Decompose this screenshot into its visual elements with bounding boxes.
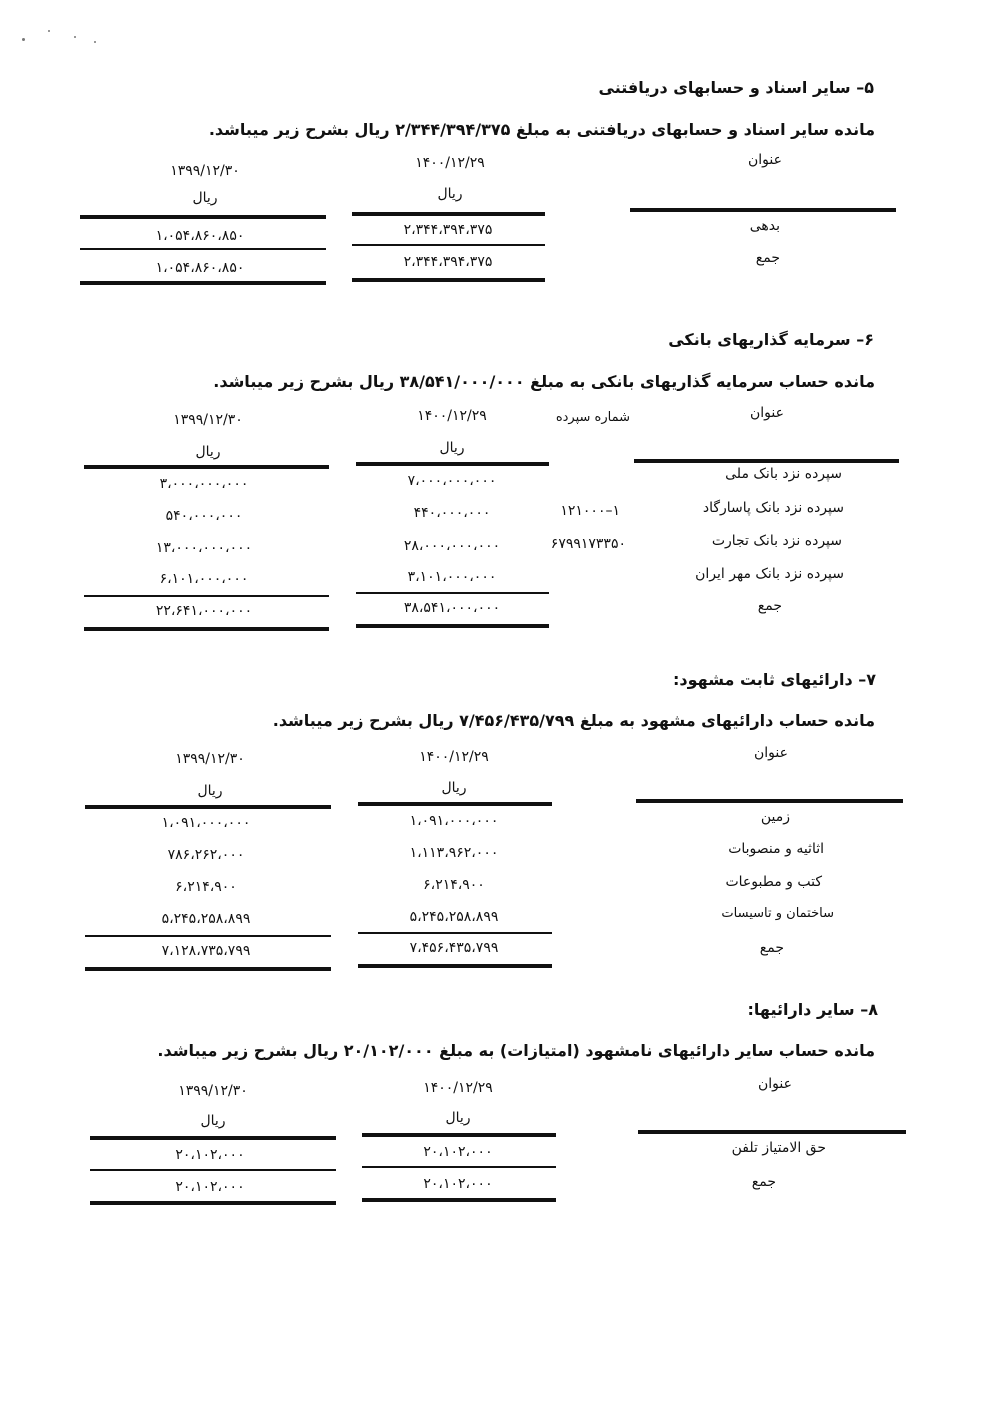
section-7-heading: ۷– دارائیهای ثابت مشهود: <box>673 670 876 689</box>
total-double-rule <box>356 624 549 628</box>
header-rule <box>638 1130 906 1134</box>
section-7-current-year-header: ۱۴۰۰/۱۲/۲۹ <box>419 749 489 765</box>
header-rule <box>90 1136 336 1140</box>
section-5-prior-unit: ریال <box>192 190 218 206</box>
subtotal-rule <box>358 932 552 934</box>
row-prior-value: ۳،۰۰۰،۰۰۰،۰۰۰ <box>159 476 249 492</box>
header-rule <box>362 1133 556 1137</box>
section-7-current-unit: ریال <box>441 780 467 796</box>
section-6-deposit-number-header: شماره سپرده <box>555 410 630 425</box>
section-6-current-year-header: ۱۴۰۰/۱۲/۲۹ <box>417 408 487 424</box>
row-current-value: ۴۴۰،۰۰۰،۰۰۰ <box>413 505 491 521</box>
section-6-prior-unit: ریال <box>195 444 221 460</box>
section-5-current-year-header: ۱۴۰۰/۱۲/۲۹ <box>415 155 485 171</box>
section-8-description: مانده حساب سایر دارائیهای نامشهود (امتیازات) به مبلغ ۲۰/۱۰۲/۰۰۰ ریال بشرح زیر میباشد. <box>157 1041 875 1060</box>
header-rule <box>80 215 326 219</box>
subtotal-rule <box>352 244 545 246</box>
scan-speck <box>48 30 50 32</box>
subtotal-rule <box>356 592 549 594</box>
section-7-prior-unit: ریال <box>197 783 223 799</box>
row-label: بدهی <box>749 218 780 234</box>
total-double-rule <box>90 1201 336 1205</box>
row-current-value: ۶،۲۱۴،۹۰۰ <box>423 877 485 893</box>
section-5-current-unit: ریال <box>437 186 463 202</box>
row-deposit-number: ۶۷۹۹۱۷۳۳۵۰ <box>550 536 626 552</box>
total-label: جمع <box>757 598 782 614</box>
total-double-rule <box>362 1198 556 1202</box>
section-6-current-unit: ریال <box>439 440 465 456</box>
total-double-rule <box>358 964 552 968</box>
section-7-description: مانده حساب دارائیهای مشهود به مبلغ ۷/۴۵۶/۴۳۵/۷۹۹ ریال بشرح زیر میباشد. <box>272 711 875 730</box>
row-label: سپرده نزد بانک مهر ایران <box>695 566 844 582</box>
subtotal-rule <box>84 595 329 597</box>
row-prior-value: ۷۸۶،۲۶۲،۰۰۰ <box>167 847 245 863</box>
section-6-description: مانده حساب سرمایه گذاریهای بانکی به مبلغ ۳۸/۵۴۱/۰۰۰/۰۰۰ ریال بشرح زیر میباشد. <box>213 372 875 391</box>
row-label: اثاثیه و منصوبات <box>728 841 824 857</box>
row-prior-value: ۱،۰۵۴،۸۶۰،۸۵۰ <box>155 228 245 244</box>
section-8-heading: ۸– سایر دارائیها: <box>747 1000 878 1019</box>
total-current-value: ۲۰،۱۰۲،۰۰۰ <box>423 1176 493 1192</box>
section-6-prior-year-header: ۱۳۹۹/۱۲/۳۰ <box>173 412 243 428</box>
header-rule <box>358 802 552 806</box>
row-label: کتب و مطبوعات <box>725 874 822 890</box>
total-current-value: ۲،۳۴۴،۳۹۴،۳۷۵ <box>403 254 493 270</box>
row-current-value: ۳،۱۰۱،۰۰۰،۰۰۰ <box>407 569 497 585</box>
row-label: سپرده نزد بانک ملی <box>725 466 842 482</box>
header-rule <box>84 465 329 469</box>
row-current-value: ۵،۲۴۵،۲۵۸،۸۹۹ <box>409 909 499 925</box>
scan-speck <box>94 41 96 43</box>
total-prior-value: ۲۲،۶۴۱،۰۰۰،۰۰۰ <box>155 603 253 619</box>
row-label: زمین <box>760 809 790 825</box>
subtotal-rule <box>80 248 326 250</box>
total-double-rule <box>352 278 545 282</box>
subtotal-rule <box>90 1169 336 1171</box>
row-deposit-number: ۱–۱۲۱۰۰۰ <box>560 503 620 519</box>
row-prior-value: ۱۳،۰۰۰،۰۰۰،۰۰۰ <box>155 540 253 556</box>
total-double-rule <box>84 627 329 631</box>
row-label: ساختمان و تاسیسات <box>721 906 834 921</box>
total-double-rule <box>80 281 326 285</box>
row-current-value: ۱،۱۱۳،۹۶۲،۰۰۰ <box>409 845 499 861</box>
row-label: سپرده نزد بانک تجارت <box>711 533 842 549</box>
header-rule <box>352 212 545 216</box>
section-8-current-year-header: ۱۴۰۰/۱۲/۲۹ <box>423 1080 493 1096</box>
header-rule <box>636 799 903 803</box>
row-prior-value: ۵،۲۴۵،۲۵۸،۸۹۹ <box>161 911 251 927</box>
total-current-value: ۳۸،۵۴۱،۰۰۰،۰۰۰ <box>403 600 501 616</box>
total-label: جمع <box>759 940 784 956</box>
row-prior-value: ۲۰،۱۰۲،۰۰۰ <box>175 1147 245 1163</box>
section-5-description: مانده سایر اسناد و حسابهای دریافتنی به مبلغ ۲/۳۴۴/۳۹۴/۳۷۵ ریال بشرح زیر میباشد. <box>208 120 875 139</box>
total-label: جمع <box>755 250 780 266</box>
row-current-value: ۷،۰۰۰،۰۰۰،۰۰۰ <box>407 473 497 489</box>
row-prior-value: ۶،۲۱۴،۹۰۰ <box>175 879 237 895</box>
section-8-title-col-header: عنوان <box>758 1076 792 1092</box>
header-rule <box>356 462 549 466</box>
scan-speck <box>74 36 76 38</box>
section-7-title-col-header: عنوان <box>754 745 788 761</box>
row-prior-value: ۱،۰۹۱،۰۰۰،۰۰۰ <box>161 815 251 831</box>
row-current-value: ۲،۳۴۴،۳۹۴،۳۷۵ <box>403 222 493 238</box>
header-rule <box>630 208 896 212</box>
total-label: جمع <box>751 1174 776 1190</box>
section-6-heading: ۶– سرمایه گذاریهای بانکی <box>668 330 874 349</box>
section-5-heading: ۵– سایر اسناد و حسابهای دریافتنی <box>598 78 874 97</box>
total-prior-value: ۲۰،۱۰۲،۰۰۰ <box>175 1179 245 1195</box>
section-8-prior-unit: ریال <box>200 1113 226 1129</box>
section-5-prior-year-header: ۱۳۹۹/۱۲/۳۰ <box>170 163 240 179</box>
row-prior-value: ۵۴۰،۰۰۰،۰۰۰ <box>165 508 243 524</box>
row-label: حق الامتیاز تلفن <box>731 1140 826 1156</box>
subtotal-rule <box>85 935 331 937</box>
header-rule <box>85 805 331 809</box>
row-current-value: ۱،۰۹۱،۰۰۰،۰۰۰ <box>409 813 499 829</box>
section-8-current-unit: ریال <box>445 1110 471 1126</box>
total-double-rule <box>85 967 331 971</box>
row-label: سپرده نزد بانک پاسارگاد <box>702 500 844 516</box>
subtotal-rule <box>362 1166 556 1168</box>
section-8-prior-year-header: ۱۳۹۹/۱۲/۳۰ <box>178 1083 248 1099</box>
row-current-value: ۲۰،۱۰۲،۰۰۰ <box>423 1144 493 1160</box>
section-7-prior-year-header: ۱۳۹۹/۱۲/۳۰ <box>175 751 245 767</box>
section-6-title-col-header: عنوان <box>750 405 784 421</box>
total-current-value: ۷،۴۵۶،۴۳۵،۷۹۹ <box>409 940 499 956</box>
row-prior-value: ۶،۱۰۱،۰۰۰،۰۰۰ <box>159 571 249 587</box>
section-5-title-col-header: عنوان <box>748 152 782 168</box>
total-prior-value: ۷،۱۲۸،۷۳۵،۷۹۹ <box>161 943 251 959</box>
row-current-value: ۲۸،۰۰۰،۰۰۰،۰۰۰ <box>403 538 501 554</box>
header-rule <box>634 459 899 463</box>
total-prior-value: ۱،۰۵۴،۸۶۰،۸۵۰ <box>155 260 245 276</box>
scan-speck <box>22 38 25 41</box>
